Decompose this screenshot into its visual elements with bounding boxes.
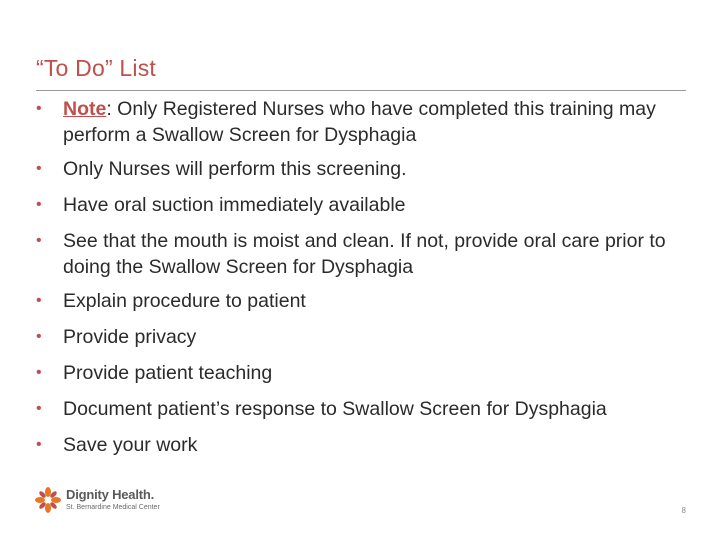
bullet-dot: •: [36, 292, 42, 309]
page-number: 8: [681, 506, 686, 515]
bullet-dot: •: [36, 400, 42, 417]
bullet-dot: •: [36, 436, 42, 453]
list-item-text: Document patient’s response to Swallow Screen for Dysphagia: [63, 398, 607, 420]
note-label: Note: [63, 98, 107, 120]
bullet-dot: •: [36, 160, 42, 177]
list-item: [36, 156, 696, 182]
slide-title: “To Do” List: [36, 55, 156, 81]
list-item-text: Have oral suction immediately available: [63, 194, 406, 216]
bullet-dot: •: [36, 232, 42, 249]
list-item-text: Only Nurses will perform this screening.: [63, 158, 407, 180]
footer-logo: [34, 486, 174, 516]
list-item-text: Provide patient teaching: [63, 362, 273, 384]
title-divider: [36, 90, 686, 91]
list-item: [36, 192, 696, 218]
list-item-text: Provide privacy: [63, 326, 197, 348]
list-item: [36, 432, 696, 458]
list-item-note: [36, 96, 696, 148]
list-item-text: Save your work: [63, 434, 198, 456]
logo-name: Dignity Health.: [66, 487, 155, 502]
bullet-dot: •: [36, 196, 42, 213]
bullet-dot: •: [36, 328, 42, 345]
list-item: [36, 228, 696, 280]
list-item-text: See that the mouth is moist and clean. If not, provide oral care prior to doing the Swallow Screen for Dysphagia: [63, 230, 666, 278]
bullet-dot: •: [36, 100, 42, 117]
list-item-text: Explain procedure to patient: [63, 290, 306, 312]
bullet-dot: •: [36, 364, 42, 381]
list-item: [36, 396, 696, 422]
list-item: [36, 288, 696, 314]
todo-list: [36, 96, 696, 468]
note-text: : Only Registered Nurses who have completed this training may perform a Swallow Screen for Dysphagia: [63, 98, 656, 146]
logo-subtitle: St. Bernardine Medical Center: [66, 504, 160, 511]
list-item: [36, 360, 696, 386]
list-item: [36, 324, 696, 350]
dignity-health-star-icon: [34, 486, 62, 514]
